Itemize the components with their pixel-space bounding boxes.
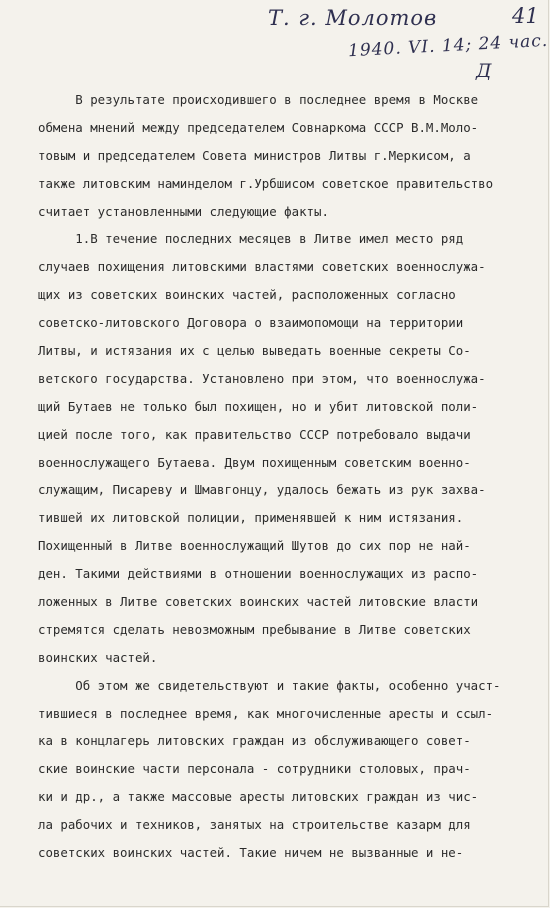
text-line: товым и председателем Совета министров Литвы г.Меркисом, а <box>38 147 471 163</box>
text-line: В результате происходившего в последнее время в Москве <box>38 92 479 107</box>
text-line: случаев похищения литовскими властями советских военнослужа- <box>38 259 486 275</box>
text-line: обмена мнений между председателем Совнаркома СССР В.М.Моло- <box>38 119 479 135</box>
text-line: Похищенный в Литве военнослужащий Шутов до сих пор не най- <box>38 538 471 554</box>
handwritten-annotation: Т. г. Молотов <box>268 6 438 30</box>
text-line: цией после того, как правительство СССР потребовало выдачи <box>38 426 471 442</box>
text-line: ки и др., а также массовые аресты литовских граждан из чис- <box>38 789 479 805</box>
text-line: ветского государства. Установлено при этом, что военнослужа- <box>38 370 486 386</box>
text-line: военнослужащего Бутаева. Двум похищенным советским военно- <box>38 454 471 470</box>
handwritten-page-number: 41 <box>512 4 539 28</box>
text-line: Литвы, и истязания их с целью выведать военные секреты Со- <box>38 343 471 359</box>
text-line: также литовским наминделом г.Урбшисом советское правительство <box>38 175 494 191</box>
text-line: 1.В течение последних месяцев в Литве имел место ряд <box>38 231 464 247</box>
text-line: воинских частей. <box>38 649 158 665</box>
text-line: советских воинских частей. Такие ничем не вызванные и не- <box>38 845 464 861</box>
text-line: ла рабочих и техников, занятых на строительстве казарм для <box>38 817 471 833</box>
text-line: ден. Такими действиями в отношении военнослужащих из распо- <box>38 566 479 582</box>
text-line: ка в концлагерь литовских граждан из обслуживающего совет- <box>38 733 471 749</box>
text-line: щий Бутаев не только был похищен, но и убит литовской поли- <box>38 398 479 414</box>
text-line: тившиеся в последнее время, как многочисленные аресты и ссыл- <box>38 705 494 721</box>
handwritten-initials: Д <box>476 60 492 82</box>
text-line: тившей их литовской полиции, применявшей к ним истязания. <box>38 510 464 526</box>
text-line: советско-литовского Договора о взаимопомощи на территории <box>38 315 464 331</box>
text-line: Об этом же свидетельствуют и такие факты, особенно участ- <box>38 677 501 693</box>
text-line: ложенных в Литве советских воинских частей литовские власти <box>38 594 479 610</box>
text-line: считает установленными следующие факты. <box>38 203 329 219</box>
text-line: стремятся сделать невозможным пребывание в Литве советских <box>38 621 471 637</box>
text-line: ские воинские части персонала - сотрудники столовых, прач- <box>38 761 471 777</box>
handwritten-date: 1940. VI. 14; 24 час. <box>347 30 549 62</box>
typed-body-text <box>38 86 538 867</box>
text-line: служащим, Писареву и Шмавгонцу, удалось бежать из рук захва- <box>38 482 486 498</box>
text-line: щих из советских воинских частей, расположенных согласно <box>38 287 456 303</box>
